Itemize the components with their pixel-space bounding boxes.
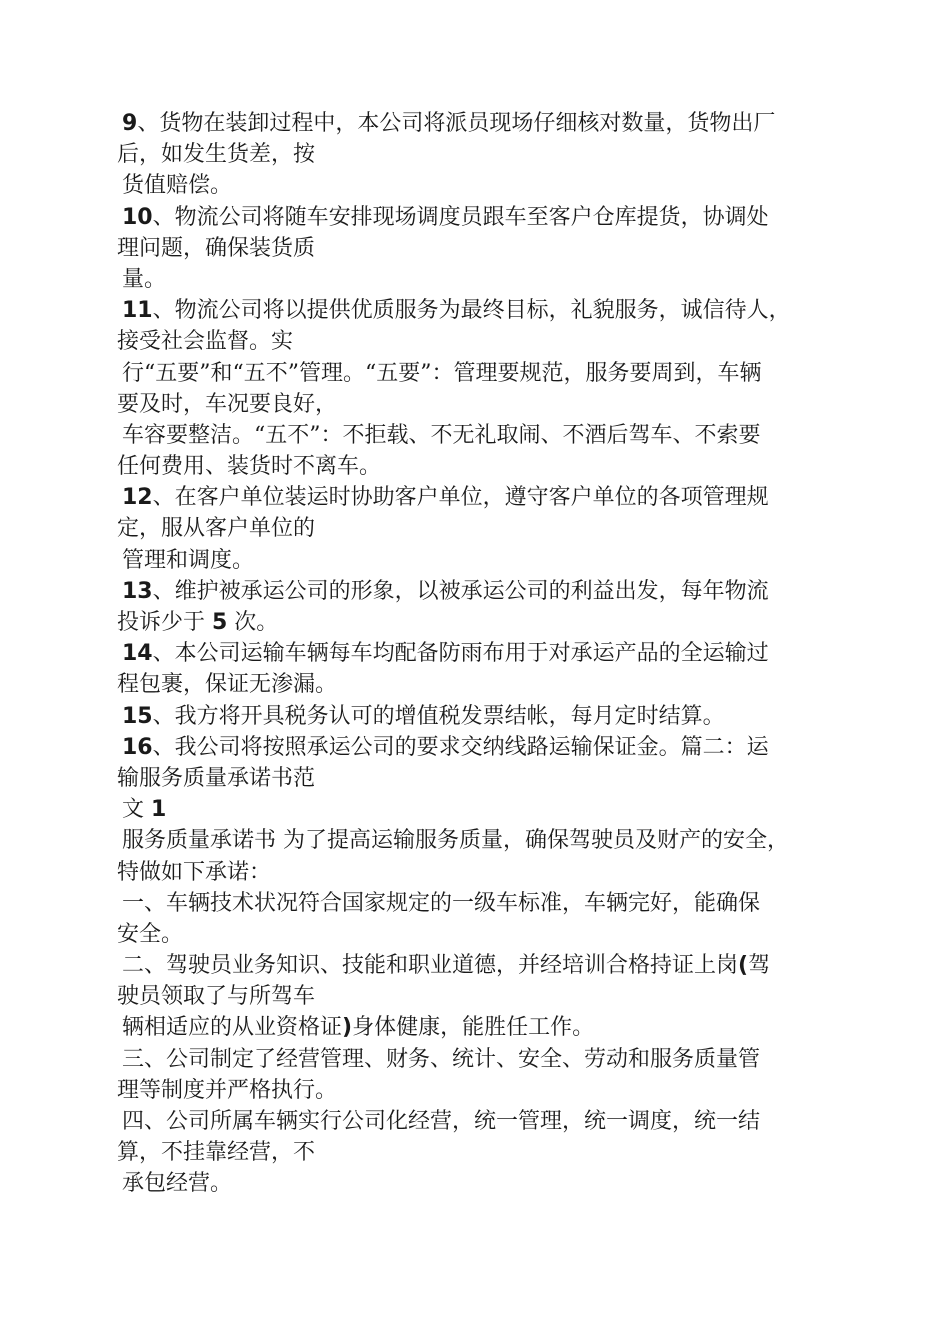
text-line [117,233,857,264]
text-segment: 输服务质量承诺书范 [117,765,316,791]
text-segment: 、物流公司将随车安排现场调度员跟车至客户仓库提货，协调处 [152,204,769,230]
text-segment: 管理和调度。 [122,547,255,573]
text-line [117,1168,857,1199]
text-line [117,919,857,950]
text-line [117,669,857,700]
text-segment: 、在客户单位装运时协助客户单位，遵守客户单位的各项管理规 [152,485,769,511]
text-line [117,981,857,1012]
document-body [117,108,857,1200]
text-segment: 服务质量承诺书 为了提高运输服务质量，确保驾驶员及财产的安全， [122,828,789,854]
text-segment: 文 [122,797,151,823]
text-number: 1 [151,797,167,823]
text-segment: 程包裹，保证无渗漏。 [117,672,338,698]
text-line [117,451,857,482]
text-segment: 算，不挂靠经营，不 [117,1140,316,1166]
text-number: ) [342,1015,353,1041]
text-line [117,420,857,451]
text-line [117,108,857,139]
text-number: 12 [122,485,153,511]
text-segment: 三、公司制定了经营管理、财务、统计、安全、劳动和服务质量管 [122,1046,761,1072]
text-segment: 、物流公司将以提供优质服务为最终目标，礼貌服务，诚信待人， [152,298,791,324]
text-line [117,1137,857,1168]
text-line [117,545,857,576]
text-number: 16 [122,734,153,760]
text-segment: 理等制度并严格执行。 [117,1077,338,1103]
text-segment: 、本公司运输车辆每车均配备防雨布用于对承运产品的全运输过 [152,641,769,667]
text-line [117,170,857,201]
text-line [117,638,857,669]
text-number: 14 [122,641,153,667]
text-line [117,326,857,357]
text-segment: 、我公司将按照承运公司的要求交纳线路运输保证金。篇二：运 [152,734,769,760]
text-line [117,139,857,170]
text-number: 13 [122,578,153,604]
text-segment: 二、驾驶员业务知识、技能和职业道德，并经培训合格持证上岗 [122,953,739,979]
text-segment: 货值赔偿。 [122,173,233,199]
text-segment: 后，如发生货差，按 [117,142,316,168]
text-segment: 定，服从客户单位的 [117,516,316,542]
text-segment: 车容要整洁。“五不”：不拒载、不无礼取闹、不酒后驾车、不索要 [122,422,761,448]
text-segment: 任何费用、装货时不离车。 [117,454,382,480]
text-segment: 身体健康，能胜任工作。 [352,1015,595,1041]
text-segment: 、维护被承运公司的形象，以被承运公司的利益出发，每年物流 [152,578,769,604]
text-segment: 接受社会监督。实 [117,329,294,355]
text-segment: 四、公司所属车辆实行公司化经营，统一管理，统一调度，统一结 [122,1109,761,1134]
text-line [117,264,857,295]
text-segment: 一、车辆技术状况符合国家规定的一级车标准，车辆完好，能确保 [122,890,761,916]
text-segment: 承包经营。 [122,1171,233,1197]
text-number: 11 [122,298,153,324]
text-segment: 行“五要”和“五不”管理。“五要”：管理要规范，服务要周到，车辆 [122,360,762,386]
text-segment: 安全。 [117,921,184,947]
text-number: 9 [122,111,138,136]
text-line [117,794,857,825]
text-number: 15 [122,703,153,729]
text-number: ( [738,953,749,979]
text-line [117,202,857,233]
text-line [117,888,857,919]
text-segment: 特做如下承诺： [117,859,272,885]
text-line [117,763,857,794]
text-line [117,389,857,420]
text-segment: 驾 [748,953,771,979]
text-line [117,607,857,638]
text-segment: 、我方将开具税务认可的增值税发票结帐，每月定时结算。 [152,703,725,729]
text-segment: 投诉少于 [117,610,212,635]
text-number: 10 [122,204,153,230]
text-line [117,1106,857,1137]
text-line [117,1012,857,1043]
text-line [117,576,857,607]
text-segment: 要及时，车况要良好， [117,391,338,417]
text-segment: 理问题，确保装货质 [117,235,316,261]
text-segment: 量。 [122,266,167,292]
text-segment: 辆相适应的从业资格证 [122,1015,343,1041]
text-line [117,950,857,981]
text-segment: 、货物在装卸过程中，本公司将派员现场仔细核对数量，货物出厂 [137,111,776,136]
text-number: 5 [212,610,228,635]
text-segment: 次。 [227,610,279,635]
text-segment: 驶员领取了与所驾车 [117,984,316,1010]
text-line [117,1044,857,1075]
text-line [117,732,857,763]
text-line [117,358,857,389]
text-line [117,1075,857,1106]
text-line [117,482,857,513]
text-line [117,701,857,732]
text-line [117,513,857,544]
text-line [117,295,857,326]
text-line [117,857,857,888]
text-line [117,825,857,856]
